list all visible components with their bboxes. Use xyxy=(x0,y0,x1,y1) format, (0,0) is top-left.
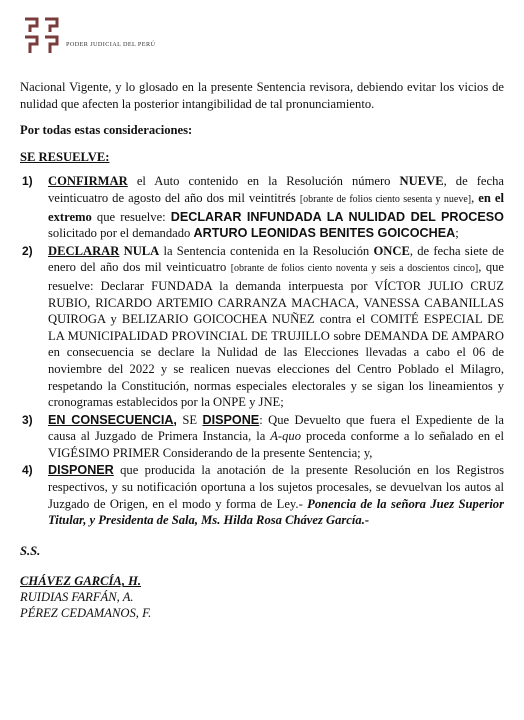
item-text: que producida la anotación de la presente Resolución en los Registros respectivos, y su notificación oportuna a los sujetos procesales, se devuelvan los autos al Juzgado de Origen, en el modo y forma de Ley.- xyxy=(48,463,504,511)
item-number: 4) xyxy=(22,463,33,478)
nula-label: NULA xyxy=(119,243,160,258)
folio-reference: [obrante de folios ciento sesenta y nueve] xyxy=(299,193,472,205)
item-number: 1) xyxy=(22,174,33,189)
item-number: 2) xyxy=(22,243,33,258)
item-text: el Auto contenido en la Resolución número xyxy=(127,174,400,189)
intro-paragraph: Nacional Vigente, y lo glosado en la presente Sentencia revisora, debiendo evitar los vicios de nulidad que afecten la posterior intangibilidad de tal pronunciamiento. xyxy=(20,80,504,111)
considerations-heading: Por todas estas consideraciones: xyxy=(20,123,193,138)
document-body xyxy=(20,79,504,621)
resolution-number: ONCE xyxy=(373,243,410,258)
institution-name: PODER JUDICIAL DEL PERÚ xyxy=(66,40,156,48)
item-text: , de fecha veinticuatro de agosto del año dos mil veintitrés xyxy=(48,174,505,205)
item-text: la Sentencia contenida en la Resolución xyxy=(159,243,374,258)
item-text: , de fecha siete de enero del año dos mil veinticuatro xyxy=(48,243,504,275)
resolution-item-2 xyxy=(20,243,504,411)
judiciary-logo-icon xyxy=(22,17,62,55)
resolve-heading: SE RESUELVE: xyxy=(20,149,110,164)
declarar-label: DECLARAR xyxy=(48,243,120,258)
ponencia-text: Ponencia de la señora Juez Superior Titular, y Presidenta de Sala, Ms. Hilda Rosa Chávez García.- xyxy=(48,496,505,528)
resolution-item-3 xyxy=(20,412,504,462)
resolution-item-1 xyxy=(20,173,504,241)
folio-reference: [obrante de folios ciento noventa y seis a doscientos cinco] xyxy=(230,263,479,275)
item-text: , xyxy=(471,190,479,205)
item-text: solicitado por el demandado xyxy=(48,226,194,241)
item-text: que resuelve: xyxy=(91,209,171,224)
disponer-label: DISPONER xyxy=(48,463,114,478)
item-text: , que resuelve: Declarar FUNDADA la demanda interpuesta por VÍCTOR JULIO CRUZ RUBIO, RICARDO ARTEMIO CARRANZA MACHACA, VANESSA CABANILLAS QUIROGA y BELIZARIO GOICOCHEA NUÑEZ contra el COMITÉ ESPECIAL DE LA MUNICIPALIDAD PROVINCIAL DE TRUJILLO sobre DEMANDA DE AMPARO en consecuencia se declare la Nulidad de las Elecciones llevadas a cabo el 06 de noviembre del 2022 y se realicen nuevas elecciones del Centro Poblado el Milagro, respetando la Constitución, normas especiales electorales y se sigan los lineamientos y cronogramas establecidos por la ONPE y JNE; xyxy=(48,260,505,410)
item-number: 3) xyxy=(22,412,33,427)
a-quo: A-quo xyxy=(270,429,302,444)
declarar-infundada: DECLARAR INFUNDADA LA NULIDAD DEL PROCESO xyxy=(170,209,504,224)
signature-ruidias: RUIDIAS FARFÁN, A. xyxy=(20,590,134,605)
item-text: ; xyxy=(455,226,459,241)
item-text: en el extremo xyxy=(48,190,504,224)
item-text: proceda conforme a lo señalado en el VIGÉSIMO PRIMER Considerando de la presente Sentencia; y, xyxy=(48,429,504,460)
ss-label: S.S. xyxy=(20,543,41,558)
defendant-name: ARTURO LEONIDAS BENITES GOICOCHEA xyxy=(193,226,456,241)
resolution-item-4 xyxy=(20,462,504,528)
dispone-label: DISPONE xyxy=(202,412,260,427)
judiciary-logo xyxy=(22,17,62,55)
signature-perez: PÉREZ CEDAMANOS, F. xyxy=(20,606,152,621)
consecuencia-label: EN CONSECUENCIA, xyxy=(48,412,177,427)
confirmar-label: CONFIRMAR xyxy=(48,174,128,189)
resolution-number: NUEVE xyxy=(399,174,444,189)
letterhead xyxy=(22,17,155,55)
item-text: SE xyxy=(176,412,203,427)
signature-chavez: CHÁVEZ GARCÍA, H. xyxy=(20,574,142,589)
item-text: : Que Devuelto que fuera el Expediente de la causa al Juzgado de Primera Instancia, la xyxy=(48,412,505,444)
